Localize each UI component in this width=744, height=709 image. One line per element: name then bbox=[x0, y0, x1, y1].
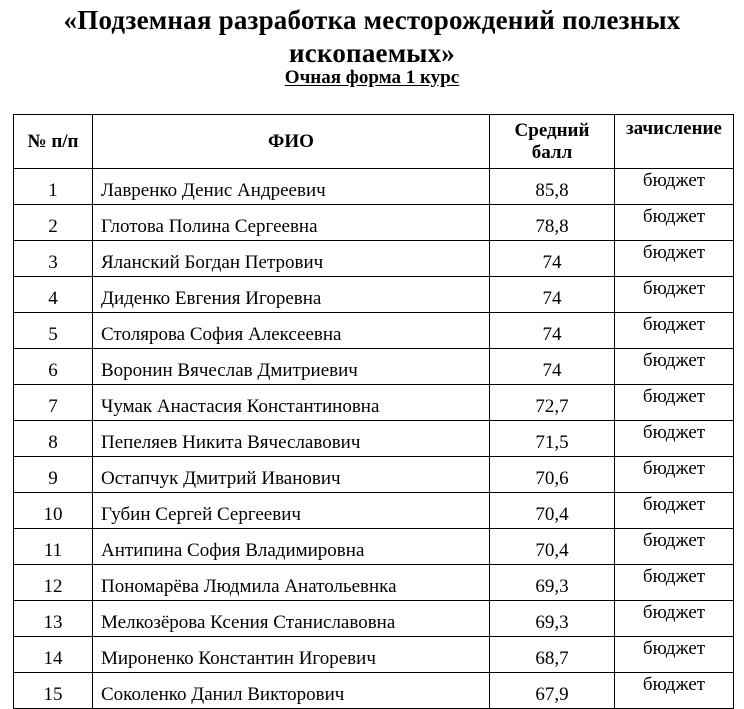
cell-name: Мироненко Константин Игоревич bbox=[93, 637, 490, 673]
cell-num: 2 bbox=[14, 205, 93, 241]
cell-enrollment: бюджет bbox=[615, 601, 734, 637]
cell-enrollment: бюджет bbox=[615, 529, 734, 565]
cell-enrollment: бюджет bbox=[615, 205, 734, 241]
table-row bbox=[14, 241, 734, 277]
table-row bbox=[14, 637, 734, 673]
header-name: ФИО bbox=[93, 115, 490, 169]
cell-enrollment: бюджет bbox=[615, 493, 734, 529]
cell-name: Воронин Вячеслав Дмитриевич bbox=[93, 349, 490, 385]
document-title bbox=[0, 4, 744, 70]
cell-num: 3 bbox=[14, 241, 93, 277]
header-enrollment: зачисление bbox=[615, 115, 734, 169]
cell-name: Остапчук Дмитрий Иванович bbox=[93, 457, 490, 493]
cell-score: 69,3 bbox=[490, 565, 615, 601]
cell-score: 70,6 bbox=[490, 457, 615, 493]
cell-num: 10 bbox=[14, 493, 93, 529]
table-row bbox=[14, 421, 734, 457]
cell-num: 13 bbox=[14, 601, 93, 637]
cell-name: Столярова София Алексеевна bbox=[93, 313, 490, 349]
cell-num: 1 bbox=[14, 169, 93, 205]
cell-score: 74 bbox=[490, 241, 615, 277]
cell-name: Диденко Евгения Игоревна bbox=[93, 277, 490, 313]
cell-name: Чумак Анастасия Константиновна bbox=[93, 385, 490, 421]
cell-num: 15 bbox=[14, 673, 93, 709]
table-row bbox=[14, 673, 734, 709]
cell-name: Глотова Полина Сергеевна bbox=[93, 205, 490, 241]
cell-num: 5 bbox=[14, 313, 93, 349]
cell-score: 78,8 bbox=[490, 205, 615, 241]
table-row bbox=[14, 313, 734, 349]
table-row bbox=[14, 277, 734, 313]
header-score-line-2: балл bbox=[531, 141, 573, 163]
cell-enrollment: бюджет bbox=[615, 277, 734, 313]
cell-enrollment: бюджет bbox=[615, 313, 734, 349]
cell-score: 67,9 bbox=[490, 673, 615, 709]
cell-name: Антипина София Владимировна bbox=[93, 529, 490, 565]
cell-enrollment: бюджет bbox=[615, 385, 734, 421]
cell-score: 72,7 bbox=[490, 385, 615, 421]
cell-score: 68,7 bbox=[490, 637, 615, 673]
cell-num: 12 bbox=[14, 565, 93, 601]
header-score-line-1: Средний bbox=[514, 119, 590, 141]
cell-name: Мелкозёрова Ксения Станиславовна bbox=[93, 601, 490, 637]
cell-score: 70,4 bbox=[490, 493, 615, 529]
table-body bbox=[14, 169, 734, 709]
cell-enrollment: бюджет bbox=[615, 169, 734, 205]
cell-name: Соколенко Данил Викторович bbox=[93, 673, 490, 709]
table-row bbox=[14, 169, 734, 205]
header-score bbox=[490, 115, 615, 169]
cell-name: Яланский Богдан Петрович bbox=[93, 241, 490, 277]
cell-enrollment: бюджет bbox=[615, 637, 734, 673]
cell-score: 74 bbox=[490, 313, 615, 349]
cell-num: 7 bbox=[14, 385, 93, 421]
cell-name: Губин Сергей Сергеевич bbox=[93, 493, 490, 529]
document-subtitle bbox=[0, 66, 744, 90]
cell-score: 70,4 bbox=[490, 529, 615, 565]
cell-num: 8 bbox=[14, 421, 93, 457]
cell-enrollment: бюджет bbox=[615, 241, 734, 277]
cell-enrollment: бюджет bbox=[615, 673, 734, 709]
cell-name: Лавренко Денис Андреевич bbox=[93, 169, 490, 205]
cell-enrollment: бюджет bbox=[615, 421, 734, 457]
cell-score: 74 bbox=[490, 277, 615, 313]
cell-score: 85,8 bbox=[490, 169, 615, 205]
cell-num: 9 bbox=[14, 457, 93, 493]
table-row bbox=[14, 493, 734, 529]
table-row bbox=[14, 565, 734, 601]
cell-num: 6 bbox=[14, 349, 93, 385]
cell-num: 11 bbox=[14, 529, 93, 565]
table-row bbox=[14, 385, 734, 421]
table-row bbox=[14, 205, 734, 241]
cell-enrollment: бюджет bbox=[615, 457, 734, 493]
subtitle-text: Очная форма 1 курс bbox=[284, 67, 460, 88]
cell-score: 74 bbox=[490, 349, 615, 385]
cell-name: Пепеляев Никита Вячеславович bbox=[93, 421, 490, 457]
cell-score: 69,3 bbox=[490, 601, 615, 637]
students-table bbox=[13, 114, 734, 709]
table-row bbox=[14, 601, 734, 637]
table-row bbox=[14, 349, 734, 385]
table-header-row bbox=[14, 115, 734, 169]
title-line-2: ископаемых» bbox=[289, 38, 455, 68]
cell-name: Пономарёва Людмила Анатольевнка bbox=[93, 565, 490, 601]
cell-score: 71,5 bbox=[490, 421, 615, 457]
cell-enrollment: бюджет bbox=[615, 349, 734, 385]
cell-enrollment: бюджет bbox=[615, 565, 734, 601]
title-line-1: «Подземная разработка месторождений полезных bbox=[63, 5, 681, 35]
table-row bbox=[14, 457, 734, 493]
cell-num: 4 bbox=[14, 277, 93, 313]
header-num: № п/п bbox=[14, 115, 93, 169]
cell-num: 14 bbox=[14, 637, 93, 673]
table-row bbox=[14, 529, 734, 565]
